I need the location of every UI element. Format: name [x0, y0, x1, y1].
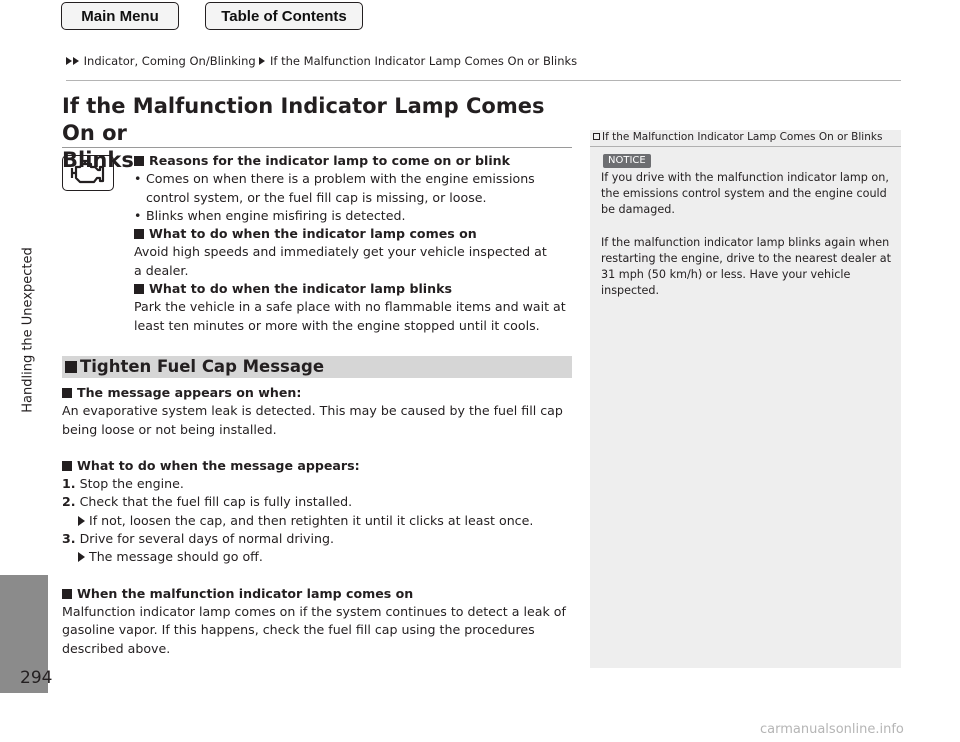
breadcrumb-arrow-icon	[66, 57, 72, 65]
title-divider	[62, 147, 572, 148]
appears-text: An evaporative system leak is detected. This may be caused by the fuel fill cap being loose or not being installed.	[62, 403, 563, 437]
table-of-contents-button[interactable]: Table of Contents	[205, 2, 363, 30]
arrow-right-icon	[78, 552, 85, 562]
blinks-heading: What to do when the indicator lamp blinks	[134, 280, 574, 298]
note-marker-icon	[593, 133, 600, 140]
square-bullet-icon	[62, 461, 72, 471]
side-note-panel	[590, 130, 901, 668]
mil-on-heading: When the malfunction indicator lamp comes on	[62, 585, 574, 603]
breadcrumb-current: If the Malfunction Indicator Lamp Comes On or Blinks	[270, 54, 578, 68]
square-bullet-icon	[134, 229, 144, 239]
page-number: 294	[20, 668, 53, 688]
step-1: 1. Stop the engine.	[62, 476, 184, 492]
note-paragraph-2: If the malfunction indicator lamp blinks again when restarting the engine, drive to the nearest dealer at 31 mph (50 km/h) or less. Have your vehicle inspected.	[601, 235, 891, 298]
header-divider	[66, 80, 901, 81]
square-bullet-icon	[134, 156, 144, 166]
square-bullet-icon	[134, 284, 144, 294]
reason-bullet-1: • Comes on when there is a problem with the engine emissions control system, or the fuel fill cap is missing, or loose.	[134, 170, 574, 207]
section-title: Tighten Fuel Cap Message	[80, 357, 325, 376]
note-text	[601, 170, 893, 299]
step-3-sub: The message should go off.	[62, 548, 574, 566]
notice-badge: NOTICE	[603, 154, 651, 168]
step-3: 3. Drive for several days of normal driving.	[62, 531, 334, 547]
check-engine-icon	[62, 155, 114, 191]
breadcrumb-arrow-icon	[259, 57, 265, 65]
step-2-sub: If not, loosen the cap, and then retighten it until it clicks at least once.	[62, 512, 574, 530]
page-title-line2: Blinks	[62, 148, 134, 172]
breadcrumb-link-indicator[interactable]: Indicator, Coming On/Blinking	[83, 54, 256, 68]
breadcrumb-arrow-icon	[73, 57, 79, 65]
square-bullet-icon	[62, 589, 72, 599]
section-header	[62, 356, 572, 378]
reasons-heading: Reasons for the indicator lamp to come on or blink	[134, 152, 574, 170]
fuel-cap-block	[62, 384, 574, 658]
step-2: 2. Check that the fuel fill cap is fully installed.	[62, 494, 353, 510]
todo-heading: What to do when the message appears:	[62, 457, 574, 475]
comes-on-heading: What to do when the indicator lamp comes on	[134, 225, 574, 243]
comes-on-text: Avoid high speeds and immediately get your vehicle inspected at a dealer.	[134, 244, 547, 278]
side-tab-label: Handling the Unexpected	[20, 247, 36, 413]
square-bullet-icon	[62, 388, 72, 398]
indicator-reasons-block	[134, 152, 574, 335]
note-divider	[590, 146, 901, 147]
watermark: carmanualsonline.info	[760, 722, 904, 737]
arrow-right-icon	[78, 516, 85, 526]
note-heading: If the Malfunction Indicator Lamp Comes On or Blinks	[593, 131, 882, 143]
mil-on-text: Malfunction indicator lamp comes on if the system continues to detect a leak of gasoline vapor. If this happens, check the fuel fill cap using the procedures described above.	[62, 603, 566, 656]
main-menu-button[interactable]: Main Menu	[61, 2, 179, 30]
appears-heading: The message appears on when:	[62, 384, 574, 402]
square-bullet-icon	[65, 361, 77, 373]
page-title-line1: If the Malfunction Indicator Lamp Comes On or	[62, 94, 545, 145]
blinks-text: Park the vehicle in a safe place with no flammable items and wait at least ten minutes or more with the engine stopped until it cools.	[134, 299, 566, 333]
breadcrumb	[66, 54, 577, 68]
note-paragraph-1: If you drive with the malfunction indicator lamp on, the emissions control system and the engine could be damaged.	[601, 171, 889, 217]
reason-bullet-2: • Blinks when engine misfiring is detected.	[134, 207, 574, 225]
